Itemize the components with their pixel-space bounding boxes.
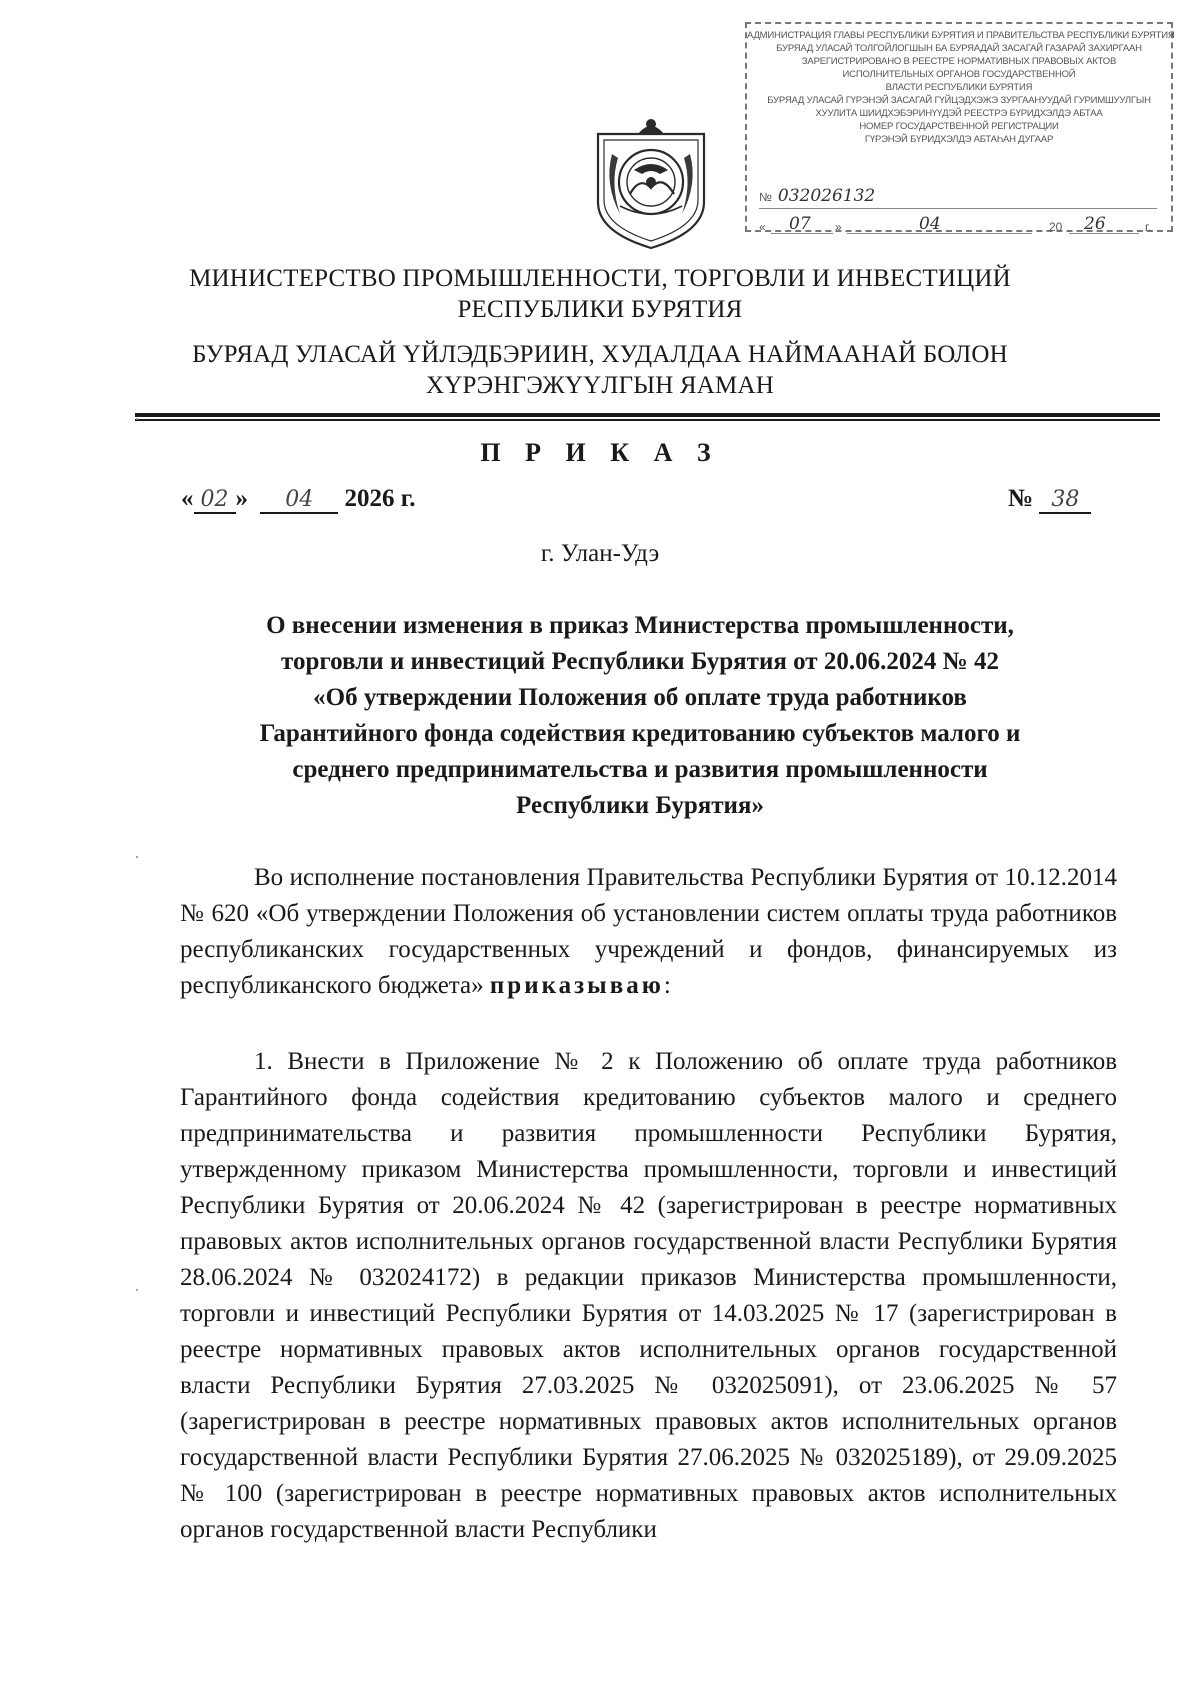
number-label: № [1008,485,1034,512]
document-title [190,608,1090,824]
title-line: Гарантийного фонда содействия кредитованию субъектов малого и [259,720,1021,747]
stamp-line: ГҮРЭНЭЙ БҮРИДХЭЛДЭ АБТАҺАН ДУГААР [864,134,1054,145]
preamble-paragraph [180,860,1117,1004]
stamp-number-label: № [759,190,772,204]
title-line: Республики Бурятия» [516,792,764,819]
city: г. Улан-Удэ [540,540,660,567]
date-year: 2026 г. [344,485,416,512]
stamp-registration-number [759,186,1157,209]
stamp-line: ИСПОЛНИТЕЛЬНЫХ ОРГАНОВ ГОСУДАРСТВЕННОЙ [842,69,1076,80]
stamp-line: БУРЯАД УЛАСАЙ ГҮРЭНЭЙ ЗАСАГАЙ ГҮЙЦЭДХЭЖЭ ЗУРГААНУУДАЙ ГУРИМШУУЛГЫН [767,95,1151,106]
header-divider-thick [135,413,1160,417]
ministry-name-ru [100,263,1100,325]
header-divider-thin [135,419,1160,421]
date-month: 04 [260,487,338,514]
item-1-text: 1. Внести в Приложение № 2 к Положению об оплате труда работников Гарантийного фонда содействия кредитованию субъектов малого и среднего предпринимательства и развития промышленности Республики Бурятия, утвержденному приказом Министерства промышленности, торговли и инвестиций Республики Бурятия от 20.06.2024 № 42 (зарегистрирован в реестре нормативных правовых актов исполнительных органов государственной власти Республики Бурятия 28.06.2024 № 032024172) в редакции приказов Министерства промышленности, торговли и инвестиций Республики Бурятия от 14.03.2025 № 17 (зарегистрирован в реестре нормативных правовых актов исполнительных органов государственной власти Республики Бурятия 27.03.2025 № 032025091), от 23.06.2025 № 57 (зарегистрирован в реестре нормативных правовых актов исполнительных органов государственной власти Республики Бурятия 27.06.2025 № 032025189), от 29.09.2025 № 100 (зарегистрирован в реестре нормативных правовых актов исполнительных органов государственной власти Республики [180,1048,1117,1543]
stamp-date-year: 26 [1084,214,1106,234]
title-line: «Об утверждении Положения об оплате труда работников [313,684,967,711]
order-colon: : [663,972,671,999]
stamp-number-value: 032026132 [777,186,876,206]
stamp-registration-date [759,216,1157,236]
title-line: торговли и инвестиций Республики Бурятия от 20.06.2024 № 42 [281,648,999,675]
order-word: приказываю [489,972,664,999]
document-type: П Р И К А З [480,438,720,467]
stamp-date-open: « [759,220,766,234]
registration-stamp [745,22,1173,232]
stamp-line: БУРЯАД УЛАСАЙ ТОЛГОЙЛОГШЫН БА БУРЯАДАЙ ЗАСАГАЙ ГАЗАРАЙ ЗАХИРГААН [776,43,1142,54]
ministry-name-bua [100,339,1100,401]
stamp-line: ВЛАСТИ РЕСПУБЛИКИ БУРЯТИЯ [885,82,1033,93]
date-open-quote: « [181,485,194,512]
scan-speck [136,418,138,420]
title-line: О внесении изменения в приказ Министерства промышленности, [266,612,1014,639]
title-line: среднего предпринимательства и развития промышленности [292,756,988,783]
stamp-date-suffix: г. [1145,220,1152,234]
date-day: 02 [194,487,236,514]
stamp-line: ХУУЛИТА ШИИДХЭБЭРИНҮҮДЭЙ РЕЕСТРЭ БҮРИДХЭЛДЭ АБТАА [815,108,1103,119]
stamp-date-close: » [835,220,842,234]
scan-speck [136,1289,138,1291]
stamp-date-month: 04 [919,214,941,234]
stamp-line: ЗАРЕГИСТРИРОВАНО В РЕЕСТРЕ НОРМАТИВНЫХ ПРАВОВЫХ АКТОВ [801,56,1117,67]
order-date [181,485,416,514]
stamp-date-year-prefix: 20 [1049,220,1063,234]
stamp-line: НОМЕР ГОСУДАРСТВЕННОЙ РЕГИСТРАЦИИ [859,121,1059,132]
ministry-name-ru-line: МИНИСТЕРСТВО ПРОМЫШЛЕННОСТИ, ТОРГОВЛИ И ИНВЕСТИЦИЙ [189,265,1011,292]
preamble-text: Во исполнение постановления Правительства Республики Бурятия от 10.12.2014 № 620 «Об утверждении Положения об установлении систем оплаты труда работников республиканских государственных учреждений и фондов, финансируемых из республиканского бюджета» [180,864,1117,999]
ministry-name-bua-line: ХҮРЭНГЭЖҮҮЛГЫН ЯАМАН [426,372,774,399]
stamp-line: АДМИНИСТРАЦИЯ ГЛАВЫ РЕСПУБЛИКИ БУРЯТИЯ И ПРАВИТЕЛЬСТВА РЕСПУБЛИКИ БУРЯТИЯ [747,30,1175,41]
date-close-quote: » [235,485,248,512]
stamp-date-day: 07 [789,214,811,234]
coat-of-arms-emblem [590,114,712,250]
ministry-name-ru-line: РЕСПУБЛИКИ БУРЯТИЯ [457,296,743,323]
ministry-name-bua-line: БУРЯАД УЛАСАЙ ҮЙЛЭДБЭРИИН, ХУДАЛДАА НАЙМААНАЙ БОЛОН [192,341,1008,368]
number-value: 38 [1039,487,1091,514]
scan-speck [136,856,138,858]
item-1-paragraph [180,1044,1117,1548]
order-number [1008,485,1091,514]
